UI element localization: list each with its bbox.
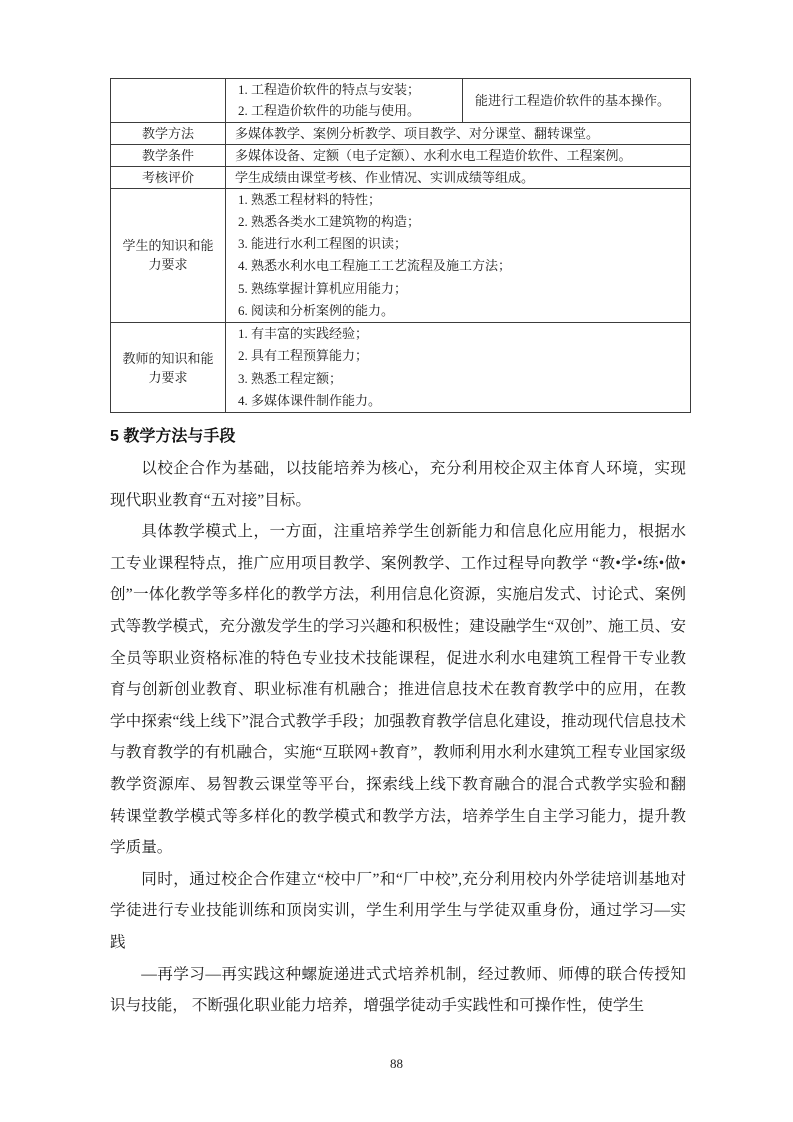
cell-software-ability: 能进行工程造价软件的基本操作。 (463, 79, 691, 123)
cell-label-teaching-condition: 教学条件 (111, 144, 226, 166)
table-row-student-requirements (111, 188, 691, 322)
list-item: 2. 熟悉各类水工建筑物的构造； (238, 214, 421, 230)
table-row-teaching-condition (111, 144, 691, 166)
section-body (110, 453, 686, 1022)
cell-label-student-requirements: 学生的知识和能力要求 (111, 188, 226, 322)
table-row-software (111, 79, 691, 123)
course-info-table (110, 78, 691, 413)
list-item: 4. 熟悉水利水电工程施工工艺流程及施工方法； (238, 258, 512, 274)
cell-label-teaching-method: 教学方法 (111, 122, 226, 144)
list-item: 1. 工程造价软件的特点与安装； (238, 82, 421, 97)
section-heading: 5 教学方法与手段 (110, 428, 236, 446)
table-row-teaching-method (111, 122, 691, 144)
cell-label-teacher-requirements: 教师的知识和能力要求 (111, 323, 226, 413)
table-row-teacher-requirements (111, 323, 691, 413)
cell-teaching-condition: 多媒体设备、定额（电子定额）、水利水电工程造价软件、工程案例。 (226, 144, 691, 166)
paragraph-spiral-training: —再学习—再实践这种螺旋递进式式培养机制，经过教师、师傅的联合传授知识与技能， 不断强化职业能力培养，增强学徒动手实践性和可操作性，使学生 (110, 965, 686, 1015)
cell-software-knowledge (226, 79, 463, 123)
cell-label-assessment: 考核评价 (111, 166, 226, 188)
cell-teaching-method: 多媒体教学、案例分析教学、项目教学、对分课堂、翻转课堂。 (226, 122, 691, 144)
paragraph-school-factory: 同时，通过校企合作建立“校中厂”和“厂中校”,充分利用校内外学徒培训基地对学徒进行专业技能训练和顶岗实训，学生利用学生与学徒双重身份，通过学习—实践 (110, 870, 686, 951)
list-item: 3. 熟悉工程定额； (238, 370, 343, 386)
cell-assessment: 学生成绩由课堂考核、作业情况、实训成绩等组成。 (226, 166, 691, 188)
cell-student-requirements (226, 188, 691, 322)
list-item: 4. 多媒体课件制作能力。 (238, 392, 382, 408)
paragraph-teaching-modes: 具体教学模式上，一方面，注重培养学生创新能力和信息化应用能力，根据水工专业课程特点，推广应用项目教学、案例教学、工作过程导向教学 “教•学•练•做•创”一体化教学等多样化的教学方法，利用信息化资源，实施启发式、讨论式、案例式等教学模式，充分激发学生的学习兴趣和积极性；建设融学生“双创”、施工员、安全员等职业资格标准的特色专业技术技能课程，促进水利水电建筑工程骨干专业教育与创新创业教育、职业标准有机融合；推进信息技术在教育教学中的应用，在教学中探索“线上线下”混合式教学手段；加强教育教学信息化建设，推动现代信息技术与教育教学的有机融合，实施“互联网+教育”，教师利用水利水建筑工程专业国家级教学资源库、易智教云课堂等平台，探索线上线下教育融合的混合式教学实验和翻转课堂教学模式等多样化的教学模式和教学方法，培养学生自主学习能力，提升教学质量。 (110, 523, 686, 857)
list-item: 3. 能进行水利工程图的识读； (238, 236, 408, 252)
list-item: 1. 有丰富的实践经验； (238, 326, 369, 342)
cell-empty-label (111, 79, 226, 123)
list-item: 1. 熟悉工程材料的特性； (238, 191, 382, 207)
list-item: 2. 工程造价软件的功能与使用。 (238, 103, 421, 119)
list-item: 2. 具有工程预算能力； (238, 348, 369, 364)
cell-teacher-requirements (226, 323, 691, 413)
table-row-assessment (111, 166, 691, 188)
list-item: 5. 熟练掌握计算机应用能力； (238, 280, 408, 296)
page-number: 88 (390, 1056, 403, 1071)
paragraph-goal: 以校企合作为基础，以技能培养为核心，充分利用校企双主体育人环境，实现现代职业教育“五对接”目标。 (110, 460, 686, 509)
list-item: 6. 阅读和分析案例的能力。 (238, 302, 395, 318)
